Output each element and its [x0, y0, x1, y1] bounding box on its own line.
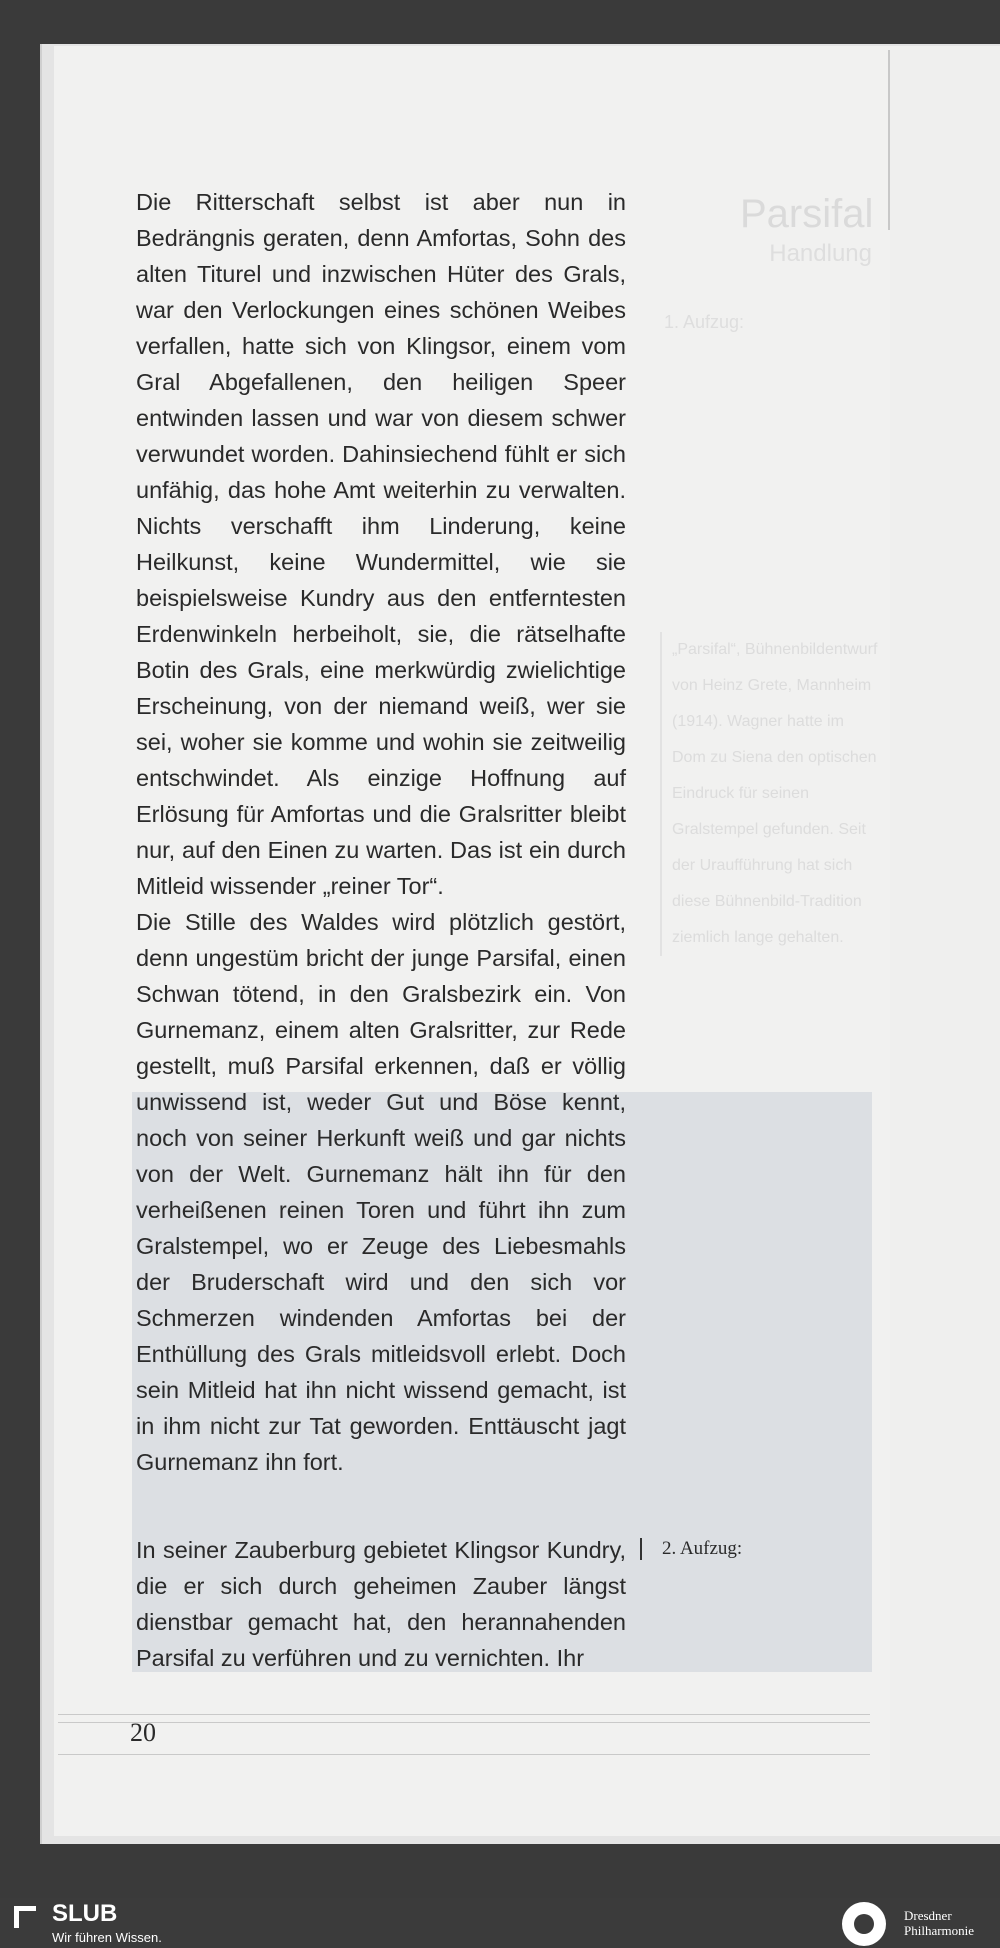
- slub-name[interactable]: SLUB: [52, 1900, 118, 1927]
- bleed-through-act-label: 1. Aufzug:: [664, 312, 745, 332]
- slub-logo-icon: [14, 1906, 36, 1928]
- bleed-through-subtitle: Handlung: [769, 240, 872, 267]
- slub-tagline: Wir führen Wissen.: [52, 1930, 162, 1945]
- act-2-text: [136, 1532, 626, 1676]
- library-footer-bar: [0, 1898, 1000, 1948]
- paragraph-1: Die Ritterschaft selbst ist aber nun in Bedrängnis geraten, denn Amfortas, Sohn des alten Titurel und inzwischen Hüter des Grals, war den Verlockungen eines schönen Weibes verfallen, hatte sich von Klingsor, einem vom Gral Abgefallenen, den heiligen Speer entwinden lassen und war von diesem schwer verwundet worden. Dahinsiechend fühlt er sich unfähig, das hohe Amt weiterhin zu verwalten. Nichts verschafft ihm Linderung, keine Heilkunst, keine Wundermittel, wie sie beispielsweise Kundry aus den entferntesten Erdenwinkeln herbeiholt, sie, die rätselhafte Botin des Grals, eine merkwürdig zwielichtige Erscheinung, von der niemand weiß, wer sie sei, woher sie komme und wohin sie zeitweilig entschwindet. Als einzige Hoffnung auf Erlösung für Amfortas und die Gralsritter bleibt nur, auf den Einen zu warten. Das ist ein durch Mitleid wissender „reiner Tor“.: [136, 189, 626, 899]
- philharmonie-name-line2: Philharmonie: [904, 1923, 975, 1938]
- paragraph-2: Die Stille des Waldes wird plötzlich gestört, denn ungestüm bricht der junge Parsifal, einen Schwan tötend, in den Gralsbezirk ein. Von Gurnemanz, einem alten Gralsritter, zur Rede gestellt, muß Parsifal erkennen, daß er völlig unwissend ist, weder Gut und Böse kennt, noch von seiner Herkunft weiß und gar nichts von der Welt. Gurnemanz hält ihn für den verheißenen reinen Toren und führt ihn zum Gralstempel, wo er Zeuge des Liebesmahls der Bruderschaft wird und den sich vor Schmerzen windenden Amfortas bei der Enthüllung des Grals mitleidsvoll erlebt. Doch sein Mitleid hat ihn nicht wissend gemacht, ist in ihm nicht zur Tat geworden. Enttäuscht jagt Gurnemanz ihn fort.: [136, 909, 626, 1475]
- footer-rule-top: [58, 1714, 870, 1715]
- footer-rule-bottom: [58, 1754, 870, 1755]
- bleed-through-title: Parsifal: [740, 192, 874, 236]
- next-page-edge: [890, 50, 1000, 1835]
- main-text-column: [136, 184, 626, 1480]
- philharmonie-name-line1: Dresdner: [904, 1908, 952, 1923]
- paragraph-3: In seiner Zauberburg gebietet Klingsor Kundry, die er sich durch geheimen Zauber längst dienstbar gemacht hat, den herannahenden Parsifal zu verführen und zu vernichten. Ihr: [136, 1537, 626, 1671]
- side-label-divider: [640, 1538, 642, 1560]
- side-label-act-2: 2. Aufzug:: [662, 1538, 743, 1559]
- bleed-through-caption: „Parsifal“, Bühnenbildentwurf von Heinz Grete, Mannheim (1914). Wagner hatte im Dom zu Siena den optischen Eindruck für seinen Gralstempel gefunden. Seit der Uraufführung hat sich diese Bühnenbild-Tradition ziemlich lange gehalten.: [660, 632, 882, 956]
- philharmonie-name[interactable]: [904, 1908, 974, 1938]
- page-number: 20: [130, 1718, 156, 1747]
- footer-rule-mid: [58, 1722, 870, 1723]
- philharmonie-logo-icon: [842, 1902, 886, 1946]
